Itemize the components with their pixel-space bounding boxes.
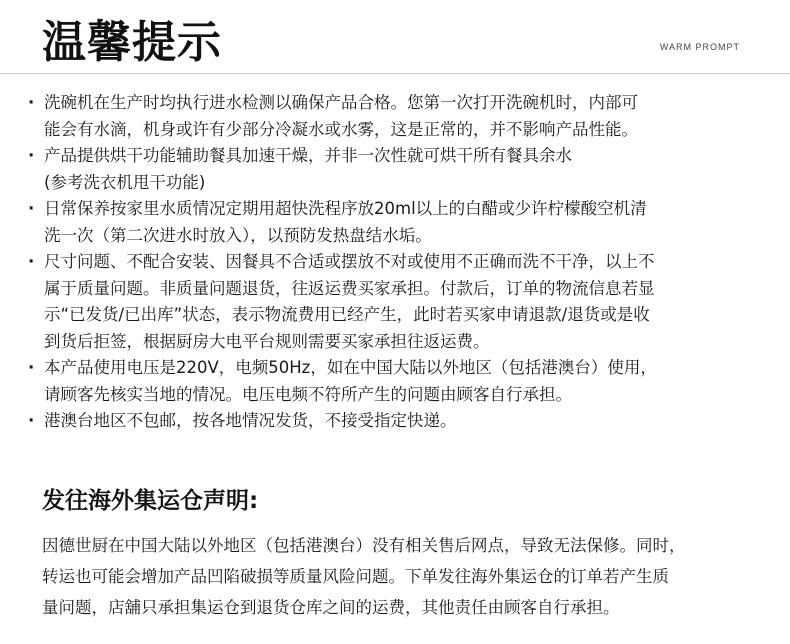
notice-item [26, 355, 761, 408]
bullet-icon: · [28, 252, 35, 271]
header-divider [0, 73, 790, 74]
notice-item [26, 143, 761, 196]
notice-item [26, 196, 761, 249]
notice-line: 产品提供烘干功能辅助餐具加速干燥，并非一次性就可烘干所有餐具余水 [44, 146, 572, 165]
overseas-line: 量问题，店舖只承担集运仓到退货仓库之间的运费，其他责任由顾客自行承担。 [42, 598, 620, 617]
notice-line: 尺寸问题、不配合安装、因餐具不合适或摆放不对或使用不正确而洗不干净，以上不 [44, 252, 655, 271]
notice-line: 能会有水滴，机身或许有少部分冷凝水或水雾，这是正常的，并不影响产品性能。 [44, 119, 638, 139]
bullet-icon: · [28, 358, 35, 377]
notice-item [26, 249, 761, 355]
overseas-section-title: 发往海外集运仓声明: [42, 488, 259, 514]
overseas-paragraph [42, 530, 777, 623]
bullet-icon: · [28, 199, 35, 218]
notice-line: 洗一次（第二次进水时放入），以预防发热盘结水垢。 [44, 225, 432, 245]
overseas-line: 转运也可能会增加产品凹陷破损等质量风险问题。下单发往海外集运仓的订单若产生质 [42, 567, 669, 586]
notice-item [26, 90, 761, 143]
bullet-icon: · [28, 146, 35, 165]
page-subtitle: WARM PROMPT [659, 42, 740, 52]
notice-item [26, 408, 761, 435]
notice-line: 港澳台地区不包邮，按各地情况发货，不接受指定快递。 [44, 411, 457, 430]
notice-line: (参考洗衣机甩干功能) [44, 172, 206, 192]
notice-line: 属于质量问题。非质量问题退货，往返运费买家承担。付款后，订单的物流信息若显 [44, 278, 655, 298]
notice-line: 本产品使用电压是220V，电频50Hz，如在中国大陆以外地区（包括港澳台）使用， [44, 358, 657, 377]
notice-line: 请顾客先核实当地的情况。电压电频不符所产生的问题由顾客自行承担。 [44, 384, 572, 404]
overseas-line: 因德世厨在中国大陆以外地区（包括港澳台）没有相关售后网点，导致无法保修。同时， [42, 536, 686, 555]
page-title: 温馨提示 [42, 17, 222, 68]
notice-line: 到货后拒签，根据厨房大电平台规则需要买家承担往返运费。 [44, 331, 490, 351]
notice-line: 示“已发货/已出库”状态，表示物流费用已经产生，此时若买家申请退款/退货或是收 [44, 305, 650, 324]
bullet-icon: · [28, 411, 35, 430]
notice-line: 日常保养按家里水质情况定期用超快洗程序放20ml以上的白醋或少许柠檬酸空机清 [44, 199, 647, 218]
notice-line: 洗碗机在生产时均执行进水检测以确保产品合格。您第一次打开洗碗机时，内部可 [44, 93, 638, 112]
bullet-icon: · [28, 93, 35, 112]
notice-list [26, 90, 761, 435]
